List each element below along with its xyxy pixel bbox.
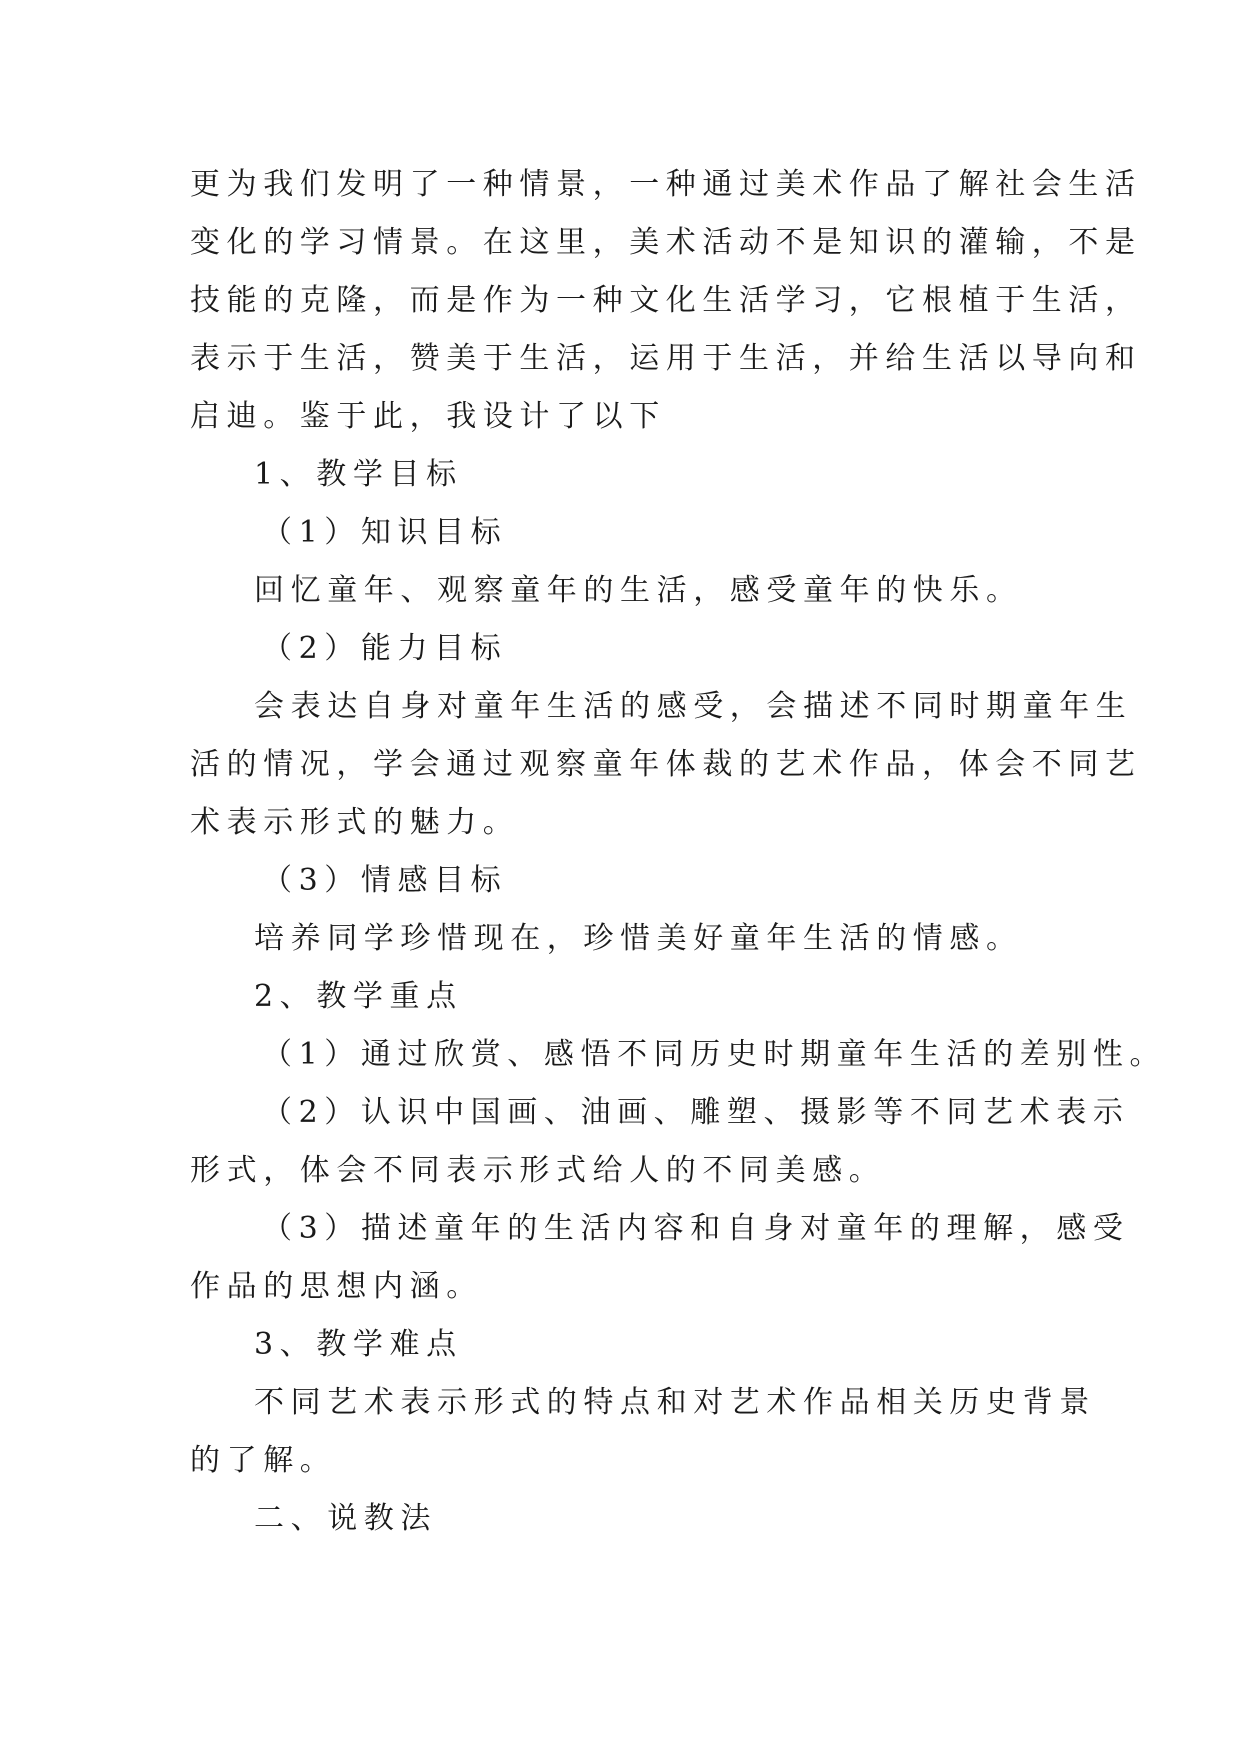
paragraph-line: 更为我们发明了一种情景，一种通过美术作品了解社会生活 [190,167,1142,202]
subheading-ability-goal: （2）能力目标 [262,631,508,666]
paragraph-line: 变化的学习情景。在这里，美术活动不是知识的灌输，不是 [190,225,1142,260]
paragraph-line: （1）通过欣赏、感悟不同历史时期童年生活的差别性。 [262,1037,1167,1072]
subheading-emotion-goal: （3）情感目标 [262,863,508,898]
section-heading-teaching-difficulty: 3、教学难点 [254,1327,463,1362]
paragraph-line: 形式，体会不同表示形式给人的不同美感。 [190,1153,886,1188]
paragraph-line: 表示于生活，赞美于生活，运用于生活，并给生活以导向和 [190,341,1142,376]
paragraph-line: 回忆童年、观察童年的生活，感受童年的快乐。 [254,573,1023,608]
subheading-knowledge-goal: （1）知识目标 [262,515,508,550]
paragraph-line: 会表达自身对童年生活的感受，会描述不同时期童年生 [254,689,1133,724]
paragraph-line: 术表示形式的魅力。 [190,805,520,840]
paragraph-line: 活的情况，学会通过观察童年体裁的艺术作品，体会不同艺 [190,747,1142,782]
section-heading-teaching-method: 二、说教法 [254,1501,437,1536]
paragraph-line: （2）认识中国画、油画、雕塑、摄影等不同艺术表示 [262,1095,1130,1130]
paragraph-line: （3）描述童年的生活内容和自身对童年的理解，感受 [262,1211,1130,1246]
section-heading-teaching-goals: 1、教学目标 [254,457,463,492]
paragraph-line: 作品的思想内涵。 [190,1269,483,1304]
paragraph-line: 的了解。 [190,1443,337,1478]
paragraph-line: 技能的克隆，而是作为一种文化生活学习，它根植于生活， [190,283,1142,318]
paragraph-line: 培养同学珍惜现在，珍惜美好童年生活的情感。 [254,921,1023,956]
paragraph-line: 不同艺术表示形式的特点和对艺术作品相关历史背景 [254,1385,1096,1420]
section-heading-teaching-focus: 2、教学重点 [254,979,463,1014]
paragraph-line: 启迪。鉴于此，我设计了以下 [190,399,666,434]
